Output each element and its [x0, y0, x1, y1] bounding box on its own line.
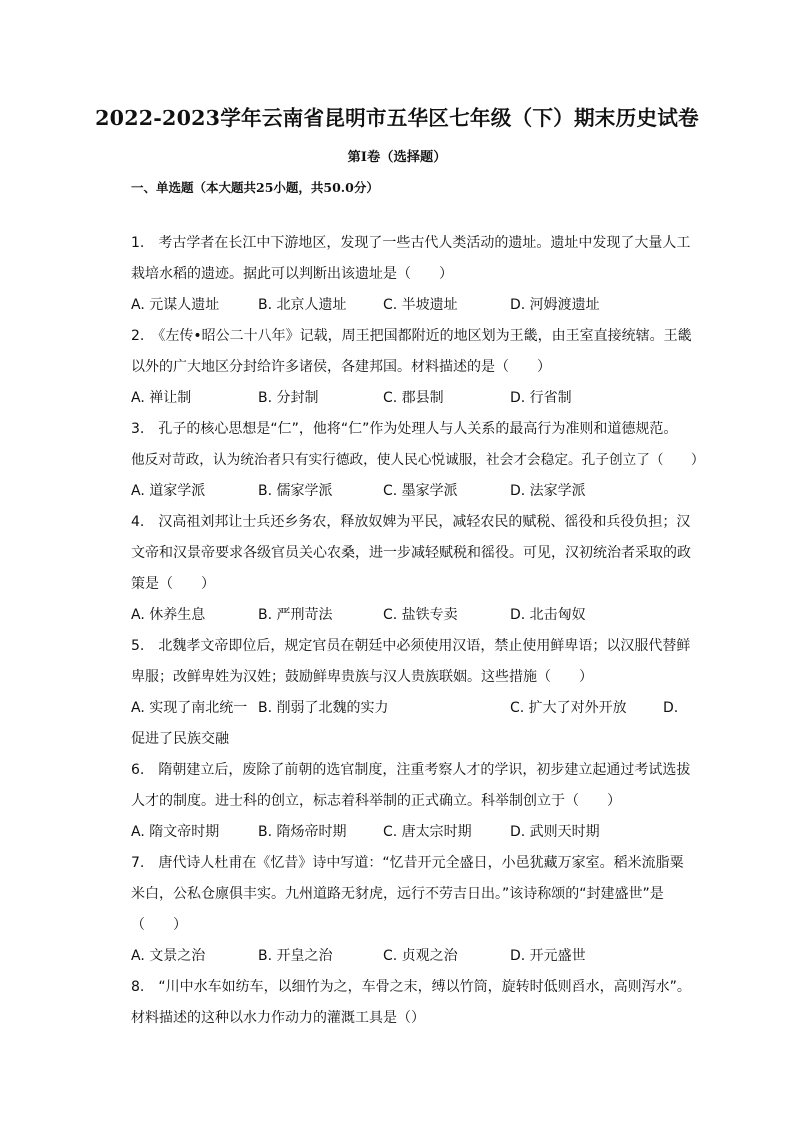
- question-7-option-b[interactable]: B. 开皇之治: [258, 948, 333, 964]
- question-5-option-d-text[interactable]: 促进了民族交融: [131, 731, 229, 747]
- question-7-line-3: （ ）: [131, 917, 187, 933]
- question-3-option-a[interactable]: A. 道家学派: [131, 483, 206, 499]
- question-4-line-1: 4. 汉高祖刘邦让士兵还乡务农，释放奴婢为平民，减轻农民的赋税、徭役和兵役负担；汉: [131, 514, 691, 530]
- question-7-option-d[interactable]: D. 开元盛世: [510, 948, 586, 964]
- section-heading: 一、单选题（本大题共25小题，共50.0分）: [131, 180, 379, 195]
- question-7-line-2: 米白，公私仓廪俱丰实。九州道路无豺虎，远行不劳吉日出。”该诗称颂的“封建盛世”是: [131, 886, 664, 902]
- question-4-option-d[interactable]: D. 北击匈奴: [510, 607, 586, 623]
- question-3-option-d[interactable]: D. 法家学派: [510, 483, 586, 499]
- question-5-option-c[interactable]: C. 扩大了对外开放: [510, 700, 627, 716]
- question-6-line-1: 6. 隋朝建立后，废除了前朝的选官制度，注重考察人才的学识，初步建立起通过考试选拔: [131, 762, 691, 778]
- question-1-option-b[interactable]: B. 北京人遗址: [258, 297, 347, 313]
- question-2-line-2: 以外的广大地区分封给许多诸侯，各建邦国。材料描述的是（ ）: [131, 359, 551, 375]
- question-2-option-a[interactable]: A. 禅让制: [131, 390, 192, 406]
- question-3-line-1: 3. 孔子的核心思想是“仁”，他将“仁”作为处理人与人关系的最高行为准则和道德规范。: [131, 421, 678, 437]
- question-5-line-2: 卑服；改鲜卑姓为汉姓；鼓励鲜卑贵族与汉人贵族联姻。这些措施（ ）: [131, 669, 593, 685]
- question-4-option-c[interactable]: C. 盐铁专卖: [383, 607, 458, 623]
- question-8-line-1: 8. “川中水车如纺车，以细竹为之，车骨之末，缚以竹筒，旋转时低则舀水，高则泻水”。: [131, 979, 691, 995]
- question-1-option-c[interactable]: C. 半坡遗址: [383, 297, 458, 313]
- question-4-option-b[interactable]: B. 严刑苛法: [258, 607, 333, 623]
- question-6-option-a[interactable]: A. 隋文帝时期: [131, 824, 220, 840]
- question-3-option-b[interactable]: B. 儒家学派: [258, 483, 333, 499]
- question-5-option-a[interactable]: A. 实现了南北统一: [131, 700, 248, 716]
- question-7-option-a[interactable]: A. 文景之治: [131, 948, 206, 964]
- question-1-line-1: 1. 考古学者在长江中下游地区，发现了一些古代人类活动的遗址。遗址中发现了大量人工: [131, 235, 691, 251]
- question-1-option-a[interactable]: A. 元谋人遗址: [131, 297, 220, 313]
- question-2-line-1: 2. 《左传•昭公二十八年》记载，周王把国都附近的地区划为王畿，由王室直接统辖。王畿: [131, 328, 692, 344]
- question-7-line-1: 7. 唐代诗人杜甫在《忆昔》诗中写道：“忆昔开元全盛日，小邑犹藏万家室。稻米流脂粟: [131, 855, 684, 871]
- question-6-line-2: 人才的制度。进士科的创立，标志着科举制的正式确立。科举制创立于（ ）: [131, 793, 621, 809]
- question-2-option-b[interactable]: B. 分封制: [258, 390, 319, 406]
- question-6-option-b[interactable]: B. 隋炀帝时期: [258, 824, 347, 840]
- question-1-option-d[interactable]: D. 河姆渡遗址: [510, 297, 600, 313]
- question-1-line-2: 栽培水稻的遗迹。据此可以判断出该遗址是（ ）: [131, 266, 453, 282]
- question-6-option-d[interactable]: D. 武则天时期: [510, 824, 600, 840]
- question-5-line-1: 5. 北魏孝文帝即位后，规定官员在朝廷中必须使用汉语，禁止使用鲜卑语；以汉服代替鲜: [131, 638, 691, 654]
- question-4-option-a[interactable]: A. 休养生息: [131, 607, 206, 623]
- question-6-option-c[interactable]: C. 唐太宗时期: [383, 824, 472, 840]
- question-2-option-c[interactable]: C. 郡县制: [383, 390, 444, 406]
- question-8-line-2: 材料描述的这种以水力作动力的灌溉工具是（）: [131, 1010, 425, 1026]
- question-5-option-b[interactable]: B. 削弱了北魏的实力: [258, 700, 389, 716]
- part-heading: 第Ⅰ卷（选择题）: [347, 150, 447, 165]
- question-4-line-2: 文帝和汉景帝要求各级官员关心农桑，进一步减轻赋税和徭役。可见，汉初统治者采取的政: [131, 545, 691, 561]
- question-2-option-d[interactable]: D. 行省制: [510, 390, 572, 406]
- question-7-option-c[interactable]: C. 贞观之治: [383, 948, 458, 964]
- question-5-option-d[interactable]: D.: [663, 700, 679, 716]
- question-4-line-3: 策是（ ）: [131, 576, 215, 592]
- question-3-option-c[interactable]: C. 墨家学派: [383, 483, 458, 499]
- question-3-line-2: 他反对苛政，认为统治者只有实行德政，使人民心悦诚服，社会才会稳定。孔子创立了（ ）: [131, 452, 705, 468]
- exam-title: 2022-2023学年云南省昆明市五华区七年级（下）期末历史试卷: [95, 106, 699, 130]
